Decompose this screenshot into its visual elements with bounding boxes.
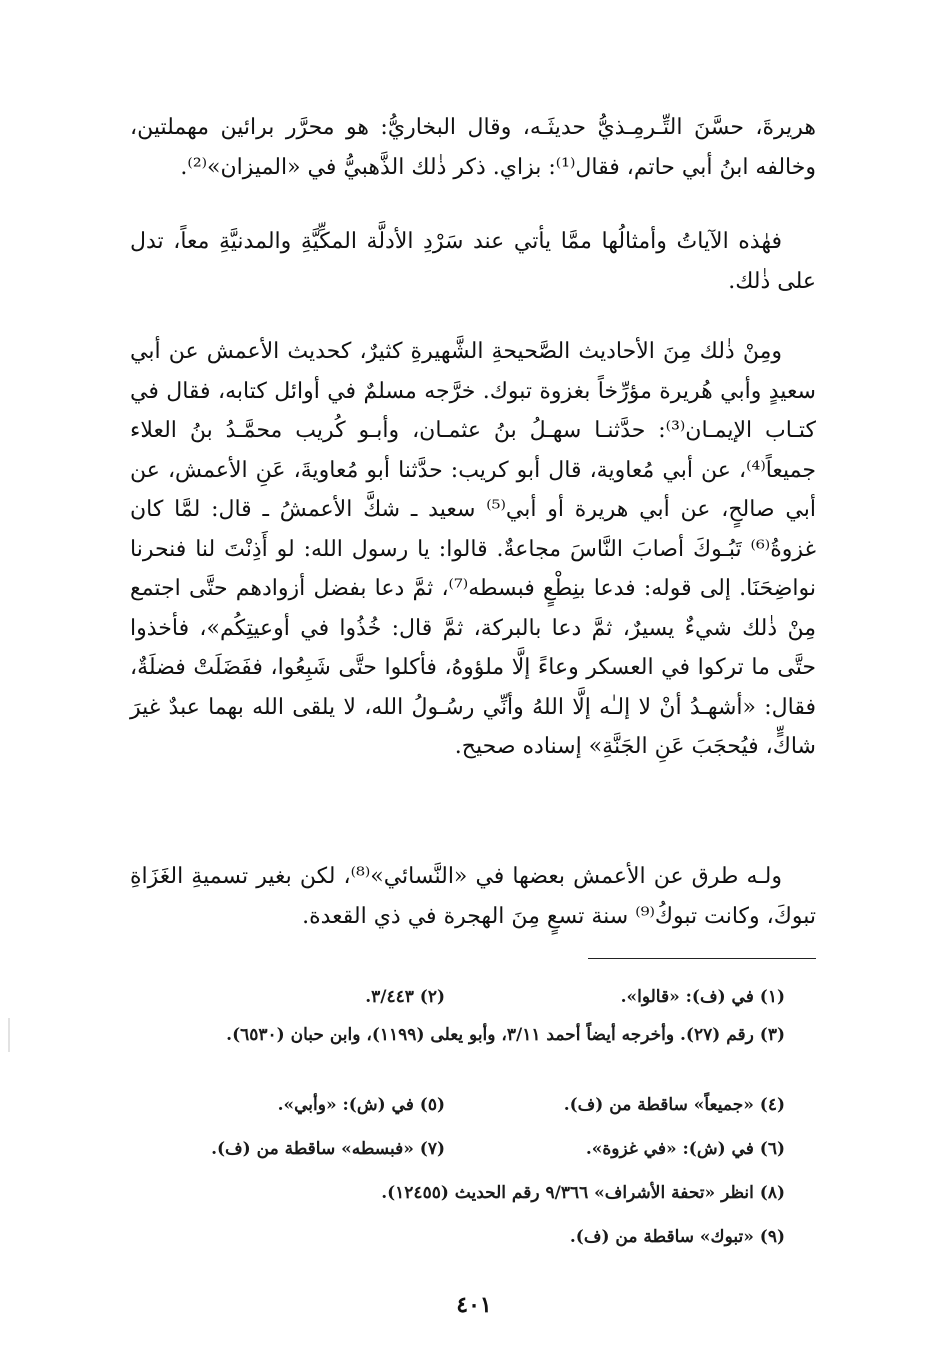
paragraph-4-text: ولـه طرق عن الأعمش بعضها في «النَّسائي»⁽⁸⁾، لكن بغير تسميةِ الغَزَاةِ تبوكَ، وكانت تبوكُ⁽⁹⁾ سنة تسعٍ مِنَ الهجرة في ذي القعدة. xyxy=(130,864,816,929)
paragraph-1-text: هريرةَ، حسَّنَ التِّـرمِـذيُّ حديثَـه، وقال البخاريُّ: هو محرَّر برائين مهملتين، وخالفه ابنُ أبي حاتم، فقال⁽¹⁾: بزاي. ذكر ذٰلك الذَّهبيُّ في «الميزان»⁽²⁾. xyxy=(130,115,816,180)
paragraph-3 xyxy=(130,332,816,767)
footnote-5: (٥) في (ش): «وأبي». xyxy=(277,1095,445,1115)
footnote-7: (٧) «فبسطه» ساقطة من (ف). xyxy=(211,1139,445,1159)
footnote-2: (٢) ٣/٤٤٣. xyxy=(365,987,445,1007)
paragraph-4 xyxy=(130,857,816,936)
paragraph-2 xyxy=(130,222,816,301)
footnote-separator xyxy=(588,958,816,959)
paragraph-2-text: فهٰذه الآياتُ وأمثالُها ممَّا يأتي عند سَرْدِ الأدلَّة المكِّيَّةِ والمدنيَّةِ معاً، تدل على ذٰلك. xyxy=(130,229,816,294)
paragraph-3-text: ومِنْ ذٰلك مِنَ الأحاديث الصَّحيحةِ الشَّهيرةِ كثيرٌ، كحديث الأعمش عن أبي سعيدٍ وأبي هُريرة مؤرِّخاً بغزوة تبوك. خرَّجه مسلمٌ في أوائل كتابه، فقال في كتـاب الإيمـان⁽³⁾: حدَّثنـا سهـلُ بنُ عثمـان، وأبـو كُريب محمَّـدُ بنُ العلاء جميعاً⁽⁴⁾، عن أبي مُعاوية، قال أبو كريب: حدَّثنا أبو مُعاويةَ، عَنِ الأعمش، عن أبي صالحٍ، عن أبي هريرة أو أبي⁽⁵⁾ سعيد ـ شكَّ الأعمشُ ـ قال: لمَّا كان غزوةُ⁽⁶⁾ تَبُـوكَ أصابَ النَّاسَ مجاعةٌ. قالوا: يا رسول الله: لو أَذِنْتَ لنا فنحرنا نواضِحَنَا. إلى قوله: فدعا بنِطْعٍ فبسطه⁽⁷⁾، ثمَّ دعا بفضل أزوادهم حتَّى اجتمع مِنْ ذٰلك شيءٌ يسيرٌ، ثمَّ دعا بالبركة، ثمَّ قال: خُذُوا في أوعيتِكُم»، فأخذوا حتَّى ما تركوا في العسكر وعاءً إلَّا ملؤوهُ، فأكلوا حتَّى شَبِعُوا، ففَضَلَتْ فضلَةٌ، فقال: «أشهـدُ أنْ لا إلـٰه إلَّا اللهُ وأنِّي رسُـولُ الله، لا يلقى الله بهما عبدٌ غيرَ شاكٍّ، فيُحجَبَ عَنِ الجَنَّةِ» إسناده صحيح. xyxy=(130,339,816,759)
footnote-row-1 xyxy=(130,982,785,1012)
paragraph-1 xyxy=(130,108,816,187)
footnote-1: (١) في (ف): «قالوا». xyxy=(620,987,785,1007)
footnotes xyxy=(130,982,785,1247)
scan-edge-mark xyxy=(8,1018,10,1052)
footnote-6: (٦) في (ش): «في غزوة». xyxy=(585,1139,785,1159)
footnote-8: (٨) انظر «تحفة الأشراف» ٩/٣٦٦ رقم الحديث (١٢٤٥٥). xyxy=(381,1183,785,1203)
footnote-9: (٩) «تبوك» ساقطة من (ف). xyxy=(569,1227,785,1247)
footnote-3: (٣) رقم (٢٧). وأخرجه أيضاً أحمد ٣/١١، وأبو يعلى (١١٩٩)، وابن حبان (٦٥٣٠). xyxy=(226,1025,785,1045)
footnote-4: (٤) «جميعاً» ساقطة من (ف). xyxy=(563,1095,785,1115)
footnote-row-3 xyxy=(130,1090,785,1120)
page-number: ٤٠١ xyxy=(456,1292,492,1318)
footnote-row-4 xyxy=(130,1134,785,1164)
